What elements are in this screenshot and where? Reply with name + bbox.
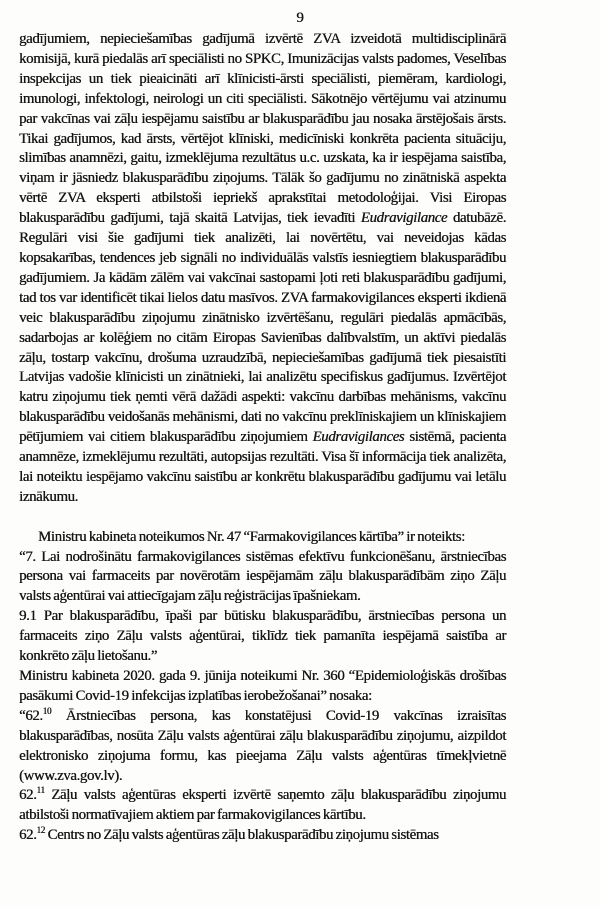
text-run: “62. bbox=[19, 707, 43, 724]
text-run: Centrs no Zāļu valsts aģentūras zāļu blakusparādību ziņojumu sistēmas bbox=[44, 827, 439, 844]
paragraph-mk360-intro: Ministru kabineta 2020. gada 9. jūnija noteikumi Nr. 360 “Epidemioloģiskās drošības pasākumi Covid-19 infekcijas izplatības ierobežošanai” nosaka: bbox=[19, 667, 506, 704]
text-run: 62. bbox=[19, 827, 37, 844]
footnote-superscript-12: 12 bbox=[36, 825, 45, 836]
footnote-superscript-10: 10 bbox=[42, 705, 52, 716]
paragraph-pharmacovigilance-overview bbox=[19, 30, 506, 508]
paragraph-62-12 bbox=[19, 826, 506, 846]
paragraph-mk47-intro: Ministru kabineta noteikumos Nr. 47 “Farmakovigilances kārtība” ir noteikts: bbox=[38, 528, 465, 545]
text-run: datubāzē. Regulāri visi šie gadījumi tiek analizēti, lai novērtētu, vai neveidojas kādas kopsakarības, tendences jeb signāli no individuālās valstīs iesniegtiem blakusparādību gadījumiem. Ja kādām zālēm vai vakcīnai sastopami ļoti reti blakusparādību gadījumi, tad tos var identificēt tikai lielos datu masīvos. ZVA farmakovigilances eksperti ikdienā veic blakusparādību ziņojumu zinātnisko izvērtēšanu, regulāri piedalās apmācībās, sadarbojas ar kolēģiem no citām Eiropas Savienības dalībvalstīm, un aktīvi piedalās zāļu, tostarp vakcīnu, drošuma uzraudzībā, nepieciešamības gadījumā tiek piesaistīti Latvijas vadošie klīnicisti un zinātnieki, lai analizētu specifiskus gadījumus. Izvērtējot katru ziņojumu tiek ņemti vērā dažādi aspekti: vakcīnu darbības mehānisms, vakcīnu blakusparādību veidošanās mehānismi, dati no vakcīnu preklīniskajiem un klīniskajiem pētījumiem vai citiem blakusparādību ziņojumiem bbox=[19, 210, 506, 446]
paragraph-62-10 bbox=[19, 707, 506, 787]
text-block bbox=[19, 30, 506, 846]
italic-term-eudravigilance: Eudravigilance bbox=[360, 210, 448, 227]
text-run: Zāļu valsts aģentūras eksperti izvērtē saņemto zāļu blakusparādību ziņojumu atbilstoši normatīvajiem aktiem par farmakovigilances kārtību. bbox=[19, 787, 506, 824]
italic-term-eudravigilances: Eudravigilances bbox=[312, 429, 405, 446]
paragraph-mk47-point7: “7. Lai nodrošinātu farmakovigilances sistēmas efektīvu funkcionēšanu, ārstniecības persona vai farmaceits par novērotām iespējamām zāļu blakusparādībām ziņo Zāļu valsts aģentūrai vai attiecīgajam zāļu reģistrācijas īpašniekam. bbox=[19, 548, 506, 605]
page-number: 9 bbox=[296, 10, 304, 26]
footnote-superscript-11: 11 bbox=[36, 785, 45, 796]
paragraph-mk47-point91: 9.1 Par blakusparādību, īpaši par būtisku blakusparādību, ārstniecības persona un farmaceits ziņo Zāļu valsts aģentūrai, tiklīdz tiek pamanīta iespējamā saistība ar konkrēto zāļu lietošanu.” bbox=[19, 608, 506, 665]
text-run: sistēmā, pacienta anamnēze, izmeklējumu rezultāti, autopsijas rezultāti. Visa šī informācija tiek analizēta, lai noteiktu iespējamo vakcīnu saistību ar konkrētu blakusparādību gadījumu vai letālu iznākumu. bbox=[19, 429, 506, 505]
text-run: Ārstniecības persona, kas konstatējusi Covid-19 vakcīnas izraisītas blakusparādības, nosūta Zāļu valsts aģentūrai zāļu blakusparādību ziņojumu, aizpildot elektronisko ziņojuma formu, kas pieejama Zāļu valsts aģentūras tīmekļvietnē (www.zva.gov.lv). bbox=[19, 707, 506, 784]
paragraph-62-11 bbox=[19, 786, 506, 826]
text-run: gadījumiem, nepieciešamības gadījumā izvērtē ZVA izveidotā multidisciplinārā komisijā, kurā piedalās arī speciālisti no SPKC, Imunizācijas valsts padomes, Veselības inspekcijas un tiek pieaicināti arī klīnicisti-ārsti speciālisti, piemēram, kardiologi, imunologi, infektologi, neirologi un citi speciālisti. Sākotnējo vērtējumu vai atzinumu par vakcīnas vai zāļu iespējamu saistību ar blakusparādību jau nosaka ārstējošais ārsts. Tikai gadījumos, kad ārsts, vērtējot klīniski, medicīniski konkrēta pacienta situāciju, slimības anamnēzi, gaitu, izmeklējuma rezultātus u.c. uzskata, ka ir iespējama saistība, viņam ir jāsniedz blakusparādību ziņojums. Tālāk šo gadījumu no zinātniskā aspekta vērtē ZVA eksperti atbilstoši iepriekš aprakstītai metodoloģijai. Visi Eiropas blakusparādību gadījumi, tajā skaitā Latvijas, tiek ievadīti bbox=[19, 31, 506, 227]
text-run: 62. bbox=[19, 787, 37, 804]
